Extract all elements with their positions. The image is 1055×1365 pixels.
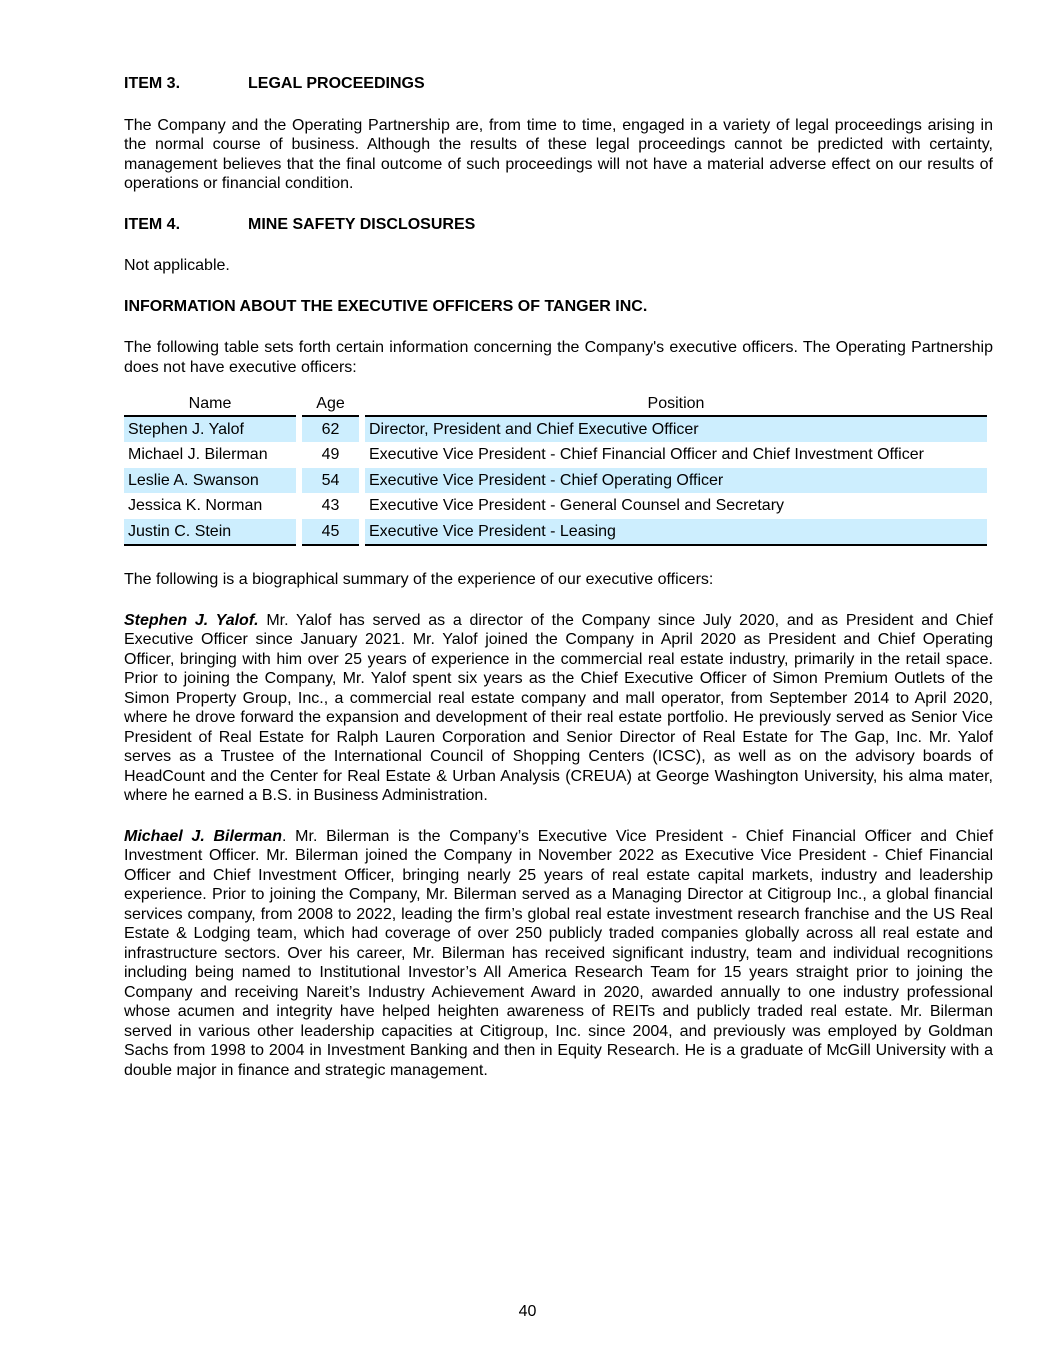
item3-body: The Company and the Operating Partnership are, from time to time, engaged in a variety of legal proceedings arising in the normal course of business. Although the results of these legal proceedings cannot be predicted with certainty, management believes that the final outcome of such proceedings will not have a material adverse effect on our results of operations or financial condition. xyxy=(124,116,993,192)
officer-position: Executive Vice President - Chief Financial Officer and Chief Investment Officer xyxy=(369,446,924,463)
officer-position: Executive Vice President - General Counsel and Secretary xyxy=(369,497,785,514)
officer-name: Justin C. Stein xyxy=(124,519,296,547)
officers-intro: The following table sets forth certain information concerning the Company's executive officers. The Operating Partnership does not have executive officers: xyxy=(124,339,993,376)
bio-yalof xyxy=(124,611,993,806)
bio-bilerman-name: Michael J. Bilerman xyxy=(124,827,282,845)
officer-position: Director, President and Chief Executive Officer xyxy=(365,417,987,443)
item4-body: Not applicable. xyxy=(124,257,230,274)
header-position: Position xyxy=(365,394,987,417)
bio-bilerman-text: . Mr. Bilerman is the Company’s Executive Vice President - Chief Financial Officer and Chief Investment Officer. Mr. Bilerman joined the Company in November 2022 as Executive Vice President - Chief Financial Officer and Chief Investment Officer, bringing nearly 25 years of real estate capital markets, industry and leadership experience. Prior to joining the Company, Mr. Bilerman served as a Managing Director at Citigroup Inc., a global financial services company, from 2008 to 2022, leading the firm’s global real estate investment research franchise and the US Real Estate & Lodging team, which had coverage of over 250 publicly traded companies globally across all real estate and infrastructure sectors. Over his career, Mr. Bilerman has received significant industry, team and individual recognitions including being named to Institutional Investor’s All America Research Team for 15 years straight prior to joining the Company and receiving Nareit’s Industry Achievement Award in 2020, awarded annually to one industry professional whose acumen and integrity have helped heighten awareness of REITs and publicly traded real estate. Mr. Bilerman served in various other leadership capacities at Citigroup, Inc. since 2004, and previously was employed by Goldman Sachs from 1998 to 2004 in Investment Banking and then in Equity Research. He is a graduate of McGill University with a double major in finance and strategic management. xyxy=(124,827,994,1079)
bio-yalof-name: Stephen J. Yalof. xyxy=(124,611,259,629)
bio-yalof-text: Mr. Yalof has served as a director of the Company since July 2020, and as President and Chief Executive Officer since January 2021. Mr. Yalof joined the Company in April 2020 as President and Chief Operating Officer, bringing with him over 25 years of experience in the commercial real estate industry, primarily in the retail space. Prior to joining the Company, Mr. Yalof spent six years as the Chief Executive Officer of Simon Premium Outlets of the Simon Property Group, Inc., a commercial real estate company and mall operator, from September 2014 to April 2020, where he drove forward the expansion and development of their real estate portfolio. He previously served as Senior Vice President of Real Estate for Ralph Lauren Corporation and Senior Director of Real Estate for The Gap, Inc. Mr. Yalof serves as a Trustee of the International Council of Shopping Centers (ICSC), as well as on the advisory boards of HeadCount and the Center for Real Estate & Urban Analysis (CREUA) at George Washington University, his alma mater, where he earned a B.S. in Business Administration. xyxy=(124,611,993,804)
officer-age: 62 xyxy=(302,417,359,443)
table-row xyxy=(124,519,987,547)
officers-table xyxy=(118,394,993,546)
officers-heading: INFORMATION ABOUT THE EXECUTIVE OFFICERS OF TANGER INC. xyxy=(124,297,648,315)
item4-title: MINE SAFETY DISCLOSURES xyxy=(248,215,476,233)
officer-name: Michael J. Bilerman xyxy=(128,446,268,463)
table-header-row xyxy=(124,394,987,417)
officer-age: 43 xyxy=(321,497,340,514)
officer-name: Leslie A. Swanson xyxy=(124,468,296,494)
item3-number: ITEM 3. xyxy=(124,75,181,92)
table-row xyxy=(124,468,987,494)
document-page xyxy=(124,74,993,1080)
table-row xyxy=(124,417,987,443)
officer-age: 49 xyxy=(321,446,340,463)
officer-age: 54 xyxy=(302,468,359,494)
item3-heading xyxy=(124,74,993,94)
item4-heading xyxy=(124,215,993,235)
officer-age: 45 xyxy=(302,519,359,547)
officer-name: Jessica K. Norman xyxy=(128,497,263,514)
table-row xyxy=(124,442,987,468)
header-name: Name xyxy=(124,394,296,417)
officer-name: Stephen J. Yalof xyxy=(124,417,296,443)
header-age: Age xyxy=(302,394,359,417)
officer-position: Executive Vice President - Chief Operating Officer xyxy=(365,468,987,494)
bio-intro: The following is a biographical summary of the experience of our executive officers: xyxy=(124,571,714,588)
bio-bilerman xyxy=(124,827,993,1081)
item3-title: LEGAL PROCEEDINGS xyxy=(248,75,425,92)
page-number: 40 xyxy=(518,1303,537,1320)
officer-position: Executive Vice President - Leasing xyxy=(365,519,987,547)
item4-number: ITEM 4. xyxy=(124,215,181,233)
table-row xyxy=(124,493,987,519)
